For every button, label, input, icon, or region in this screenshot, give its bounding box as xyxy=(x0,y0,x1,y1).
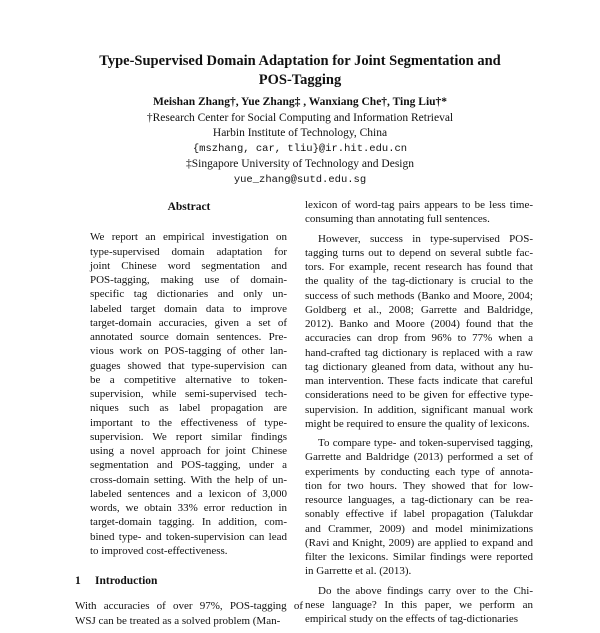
body-line: WSJ can be treated as a solved problem (Man- xyxy=(75,614,281,627)
body-line: lexicon of word-tag pairs appears to be less time- xyxy=(305,199,533,211)
body-line: Garrette and Baldridge (2013) performed a set of xyxy=(305,451,533,464)
body-line: With accuracies of over 97%, POS-tagging of xyxy=(75,600,303,613)
paragraph xyxy=(305,436,533,579)
body-line: filter the lexicons. Similar findings were reported xyxy=(305,551,533,563)
abstract-line: joint Chinese word segmentation and xyxy=(90,259,287,272)
body-line: man intervention. These facts indicate that careful xyxy=(305,375,533,387)
paragraph xyxy=(305,198,533,227)
abstract-heading: Abstract xyxy=(167,201,211,213)
abstract-line: bined type- and token-supervision can lead xyxy=(90,530,287,543)
abstract-line: vious work on POS-tagging of other lan- xyxy=(90,345,287,358)
body-line: in Garrette et al. (2013). xyxy=(305,565,412,578)
abstract-line: supervision. We report similar findings xyxy=(90,430,287,443)
body-line: (Ravi and Knight, 2009) are applied to expand and xyxy=(305,536,533,549)
abstract-line: cross-domain setting. With the help of un- xyxy=(90,473,287,486)
abstract-line: to improved cost-effectiveness. xyxy=(90,544,228,557)
author-email: yue_zhang@sutd.edu.sg xyxy=(233,173,367,186)
abstract-line: POS-tagging, making use of domain- xyxy=(90,274,287,286)
paper-title xyxy=(40,52,560,90)
title-line: Type-Supervised Domain Adaptation for Joint Segmentation and xyxy=(99,53,501,69)
body-line: Goldberg et al., 2008; Garrette and Baldridge, xyxy=(305,303,533,316)
abstract-line: niques such as label propagation are xyxy=(90,402,287,415)
abstract-line: guages showed that type-supervision can xyxy=(90,359,287,372)
body-line: nese language? In this paper, we perform an xyxy=(305,598,533,611)
abstract-line: be a competitive alternative to token- xyxy=(90,373,287,386)
abstract-line: labeled sentences and a lexicon of 3,000 xyxy=(90,487,287,500)
abstract-line: labeled target domain data to improve xyxy=(90,302,287,315)
affiliation: Harbin Institute of Technology, China xyxy=(212,127,388,140)
body-line: tag dictionary gleaned from data, without any hu- xyxy=(305,360,533,373)
body-line: However, success in type-supervised POS- xyxy=(318,232,533,245)
body-line: tors. For example, recent research has found that xyxy=(305,261,533,273)
abstract-line: important to the effectiveness of type- xyxy=(90,416,287,429)
title-line: POS-Tagging xyxy=(258,72,342,88)
abstract-line: type-supervised domain adaptation for xyxy=(90,245,287,258)
body-line: empirical study on the effects of tag-dictionaries xyxy=(305,613,519,625)
author-block xyxy=(40,95,560,189)
author-email: {mszhang, car, tliu}@ir.hit.edu.cn xyxy=(192,142,408,155)
abstract-line: We report an empirical investigation on xyxy=(90,231,287,244)
section-title: Introduction xyxy=(95,575,158,587)
affiliation: ‡Singapore University of Technology and Design xyxy=(186,158,414,171)
body-line: hand-crafted tag dictionary is replaced with a raw xyxy=(305,346,533,359)
section-heading xyxy=(75,574,303,588)
body-line: 2012). Banko and Moore (2004) found that the xyxy=(305,318,533,330)
abstract-line: specific tag dictionaries and only un- xyxy=(90,288,287,301)
body-line: tagging turns out to depend on several subtle fac- xyxy=(305,246,533,259)
abstract-line: target-domain tagging. In addition, com- xyxy=(90,516,287,529)
body-line: and Crammer, 2009) and model minimizations xyxy=(305,522,533,535)
body-line: supervision. In addition, significant manual work xyxy=(305,403,533,416)
body-line: experiments by conducting each type of annota- xyxy=(305,465,533,478)
intro-text xyxy=(75,599,303,628)
left-column xyxy=(75,200,303,633)
abstract-line: using a novel approach for joint Chinese xyxy=(90,445,287,457)
section-number: 1 xyxy=(75,575,81,587)
right-column xyxy=(305,198,533,631)
body-line: might be required to ensure the quality of lexicons. xyxy=(305,417,530,430)
body-line: sonably effective if label propagation (Talukdar xyxy=(305,508,533,521)
body-line: consuming than annotating full sentences. xyxy=(305,213,490,226)
abstract-line: words, we obtain 33% error reduction in xyxy=(90,502,287,514)
body-line: success of such methods (Banko and Moore, 2004; xyxy=(305,289,533,302)
abstract-line: supervision, while semi-supervised tech- xyxy=(90,388,287,400)
abstract-text xyxy=(90,230,287,558)
abstract-line: annotated source domain sentences. Pre- xyxy=(90,331,287,343)
abstract-line: target-domain accuracies, given a set of xyxy=(90,316,287,329)
body-line: considerations need to be given for effective type- xyxy=(305,389,533,402)
body-line: To compare type- and token-supervised tagging, xyxy=(318,437,533,449)
paragraph xyxy=(305,232,533,432)
author-names: Meishan Zhang†, Yue Zhang‡ , Wanxiang Che†, Ting Liu†* xyxy=(152,96,448,108)
paragraph xyxy=(305,584,533,627)
abstract-line: segmentation and POS-tagging, under a xyxy=(90,459,287,472)
body-line: the quality of the tag-dictionary is crucial to the xyxy=(305,275,533,288)
body-line: accuracies can drop from 96% to 77% when a xyxy=(305,332,533,345)
body-line: tion for two hours. They showed that for low- xyxy=(305,479,533,492)
affiliation: †Research Center for Social Computing and Information Retrieval xyxy=(146,111,454,124)
body-line: resource languages, a tag-dictionary can be rea- xyxy=(305,494,533,506)
body-line: Do the above findings carry over to the Chi- xyxy=(318,584,533,597)
